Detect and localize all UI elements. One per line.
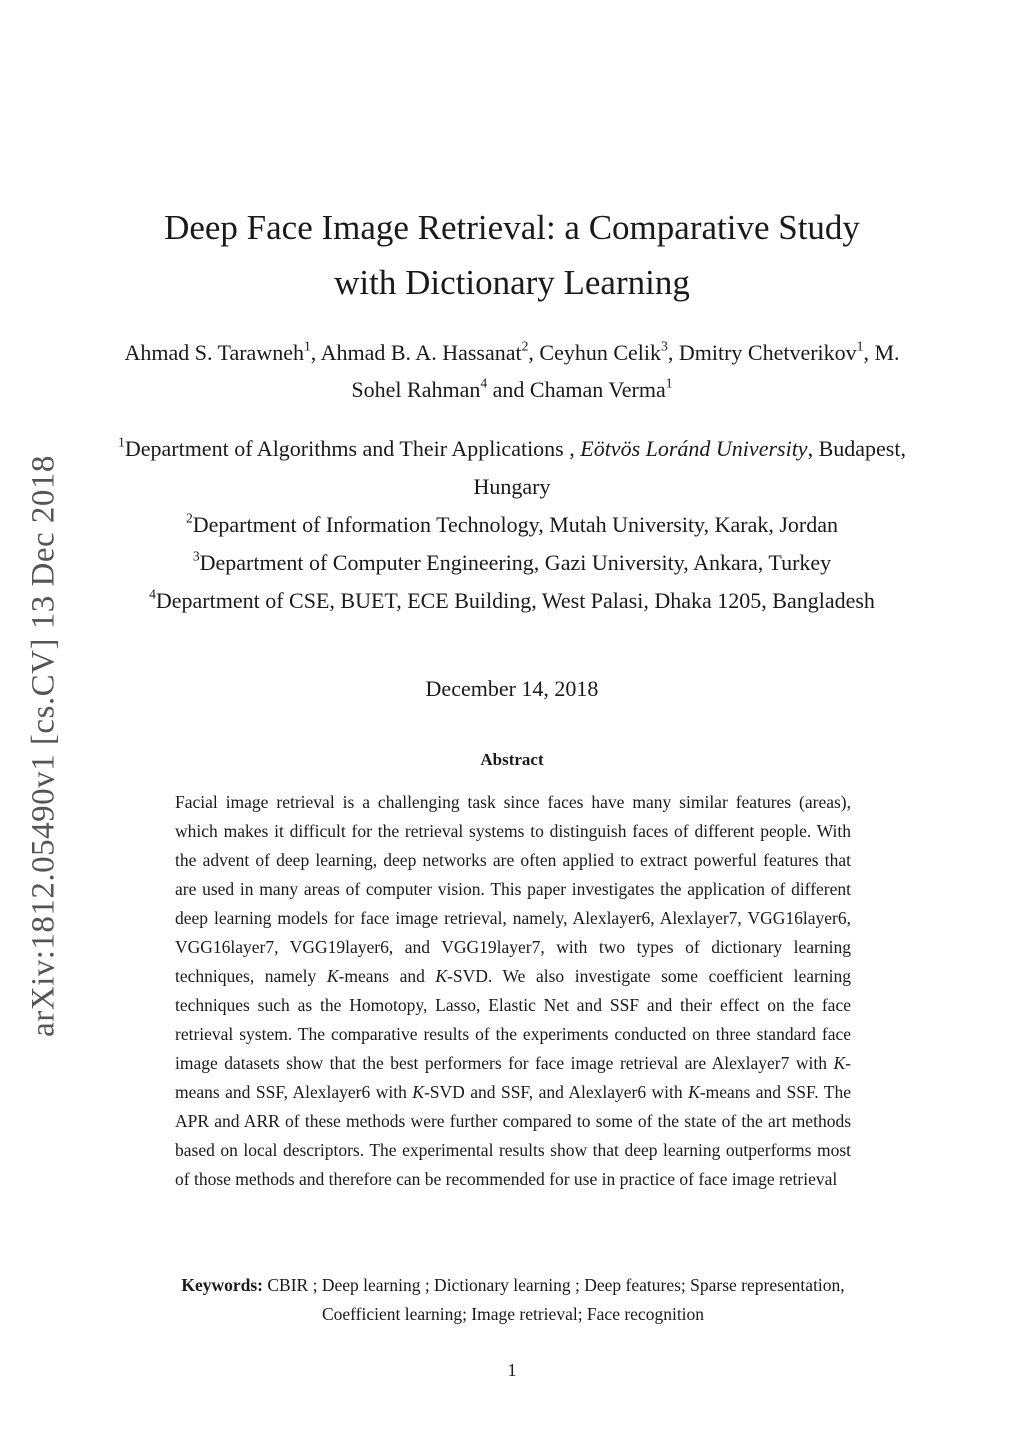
affiliation-list bbox=[110, 430, 914, 620]
publication-date: December 14, 2018 bbox=[425, 676, 599, 701]
author-separator: , bbox=[528, 340, 540, 365]
arxiv-identifier-stamp: arXiv:1812.05490v1 [cs.CV] 13 Dec 2018 bbox=[25, 455, 62, 1037]
author: Ahmad S. Tarawneh bbox=[124, 340, 304, 365]
math-k: K bbox=[326, 966, 339, 986]
math-k: K bbox=[833, 1053, 846, 1073]
author-affil-mark: 1 bbox=[665, 375, 673, 391]
author: Chaman Verma bbox=[529, 377, 666, 402]
abstract-heading: Abstract bbox=[480, 750, 544, 769]
author: Ahmad B. A. Hassanat bbox=[320, 340, 522, 365]
author-affil-mark: 1 bbox=[856, 338, 864, 354]
keywords-text: CBIR ; Deep learning ; Dictionary learning ; Deep features; Sparse representation, Coefficient learning; Image retrieval; Face recognition bbox=[267, 1275, 845, 1324]
affiliation bbox=[110, 544, 914, 582]
abstract-text: -means and bbox=[338, 966, 436, 986]
math-k: K bbox=[412, 1082, 424, 1102]
author-affil-mark: 1 bbox=[303, 338, 311, 354]
affiliation-location: , Budapest, Hungary bbox=[473, 436, 906, 499]
author-separator: , bbox=[863, 340, 875, 365]
abstract-body bbox=[175, 788, 851, 1194]
author-separator: , bbox=[310, 340, 321, 365]
affiliation-number: 2 bbox=[185, 510, 193, 526]
author: M. Sohel Rahman bbox=[351, 340, 900, 402]
abstract-text: Facial image retrieval is a challenging task since faces have many similar features (areas), which makes it difficult for the retrieval systems to distinguish faces of different people. With the advent of deep learning, deep networks are often applied to extract powerful features that are used in many areas of computer vision. This paper investigates the application of different deep learning models for face image retrieval, namely, Alexlayer6, Alexlayer7, VGG16layer6, VGG16layer7, VGG19layer6, and VGG19layer7, with two types of dictionary learning techniques, namely bbox=[175, 792, 851, 986]
author-affil-mark: 4 bbox=[480, 375, 488, 391]
author-affil-mark: 2 bbox=[521, 338, 529, 354]
affiliation-text: Department of Computer Engineering, Gazi University, Ankara, Turkey bbox=[199, 550, 832, 575]
abstract-text: -SVD and SSF, and Alexlayer6 with bbox=[423, 1082, 689, 1102]
abstract-text: -SVD. We also investigate some coefficient learning techniques such as the Homotopy, Lasso, Elastic Net and SSF and their effect on the face retrieval system. The comparative results of the experiments conducted on three standard face image datasets show that the best performers for face image retrieval are Alexlayer7 with bbox=[175, 966, 851, 1073]
affiliation-number: 1 bbox=[118, 434, 125, 450]
affiliation-number: 4 bbox=[149, 586, 156, 602]
abstract-text: -means and SSF. The APR and ARR of these methods were further compared to some of the state of the art methods based on local descriptors. The experimental results show that deep learning outperforms most of those methods and therefore can be recommended for use in practice of face image retrieval bbox=[175, 1082, 851, 1189]
author-separator: and bbox=[487, 377, 530, 402]
title-line-2: with Dictionary Learning bbox=[334, 263, 690, 302]
affiliation bbox=[110, 506, 914, 544]
affiliation-number: 3 bbox=[192, 548, 200, 564]
abstract-text: -means and SSF, Alexlayer6 with bbox=[175, 1053, 851, 1102]
title-line-1: Deep Face Image Retrieval: a Comparative Study bbox=[164, 208, 860, 247]
affiliation-text: Department of Information Technology, Mutah University, Karak, Jordan bbox=[192, 512, 839, 537]
author: Dmitry Chetverikov bbox=[678, 340, 857, 365]
author-list bbox=[120, 334, 904, 408]
page-number: 1 bbox=[507, 1360, 517, 1380]
math-k: K bbox=[435, 966, 448, 986]
affiliation-university: Eötvös Loránd University bbox=[580, 436, 808, 461]
affiliation-text: Department of CSE, BUET, ECE Building, West Palasi, Dhaka 1205, Bangladesh bbox=[155, 588, 875, 613]
paper-title bbox=[120, 200, 904, 310]
author-separator: , bbox=[667, 340, 679, 365]
affiliation bbox=[110, 430, 914, 506]
keywords bbox=[175, 1271, 851, 1329]
affiliation-text: Department of Algorithms and Their Applications , bbox=[124, 436, 581, 461]
affiliation bbox=[110, 582, 914, 620]
author: Ceyhun Celik bbox=[539, 340, 662, 365]
math-k: K bbox=[688, 1082, 700, 1102]
keywords-label: Keywords: bbox=[181, 1275, 263, 1295]
author-affil-mark: 3 bbox=[661, 338, 668, 354]
